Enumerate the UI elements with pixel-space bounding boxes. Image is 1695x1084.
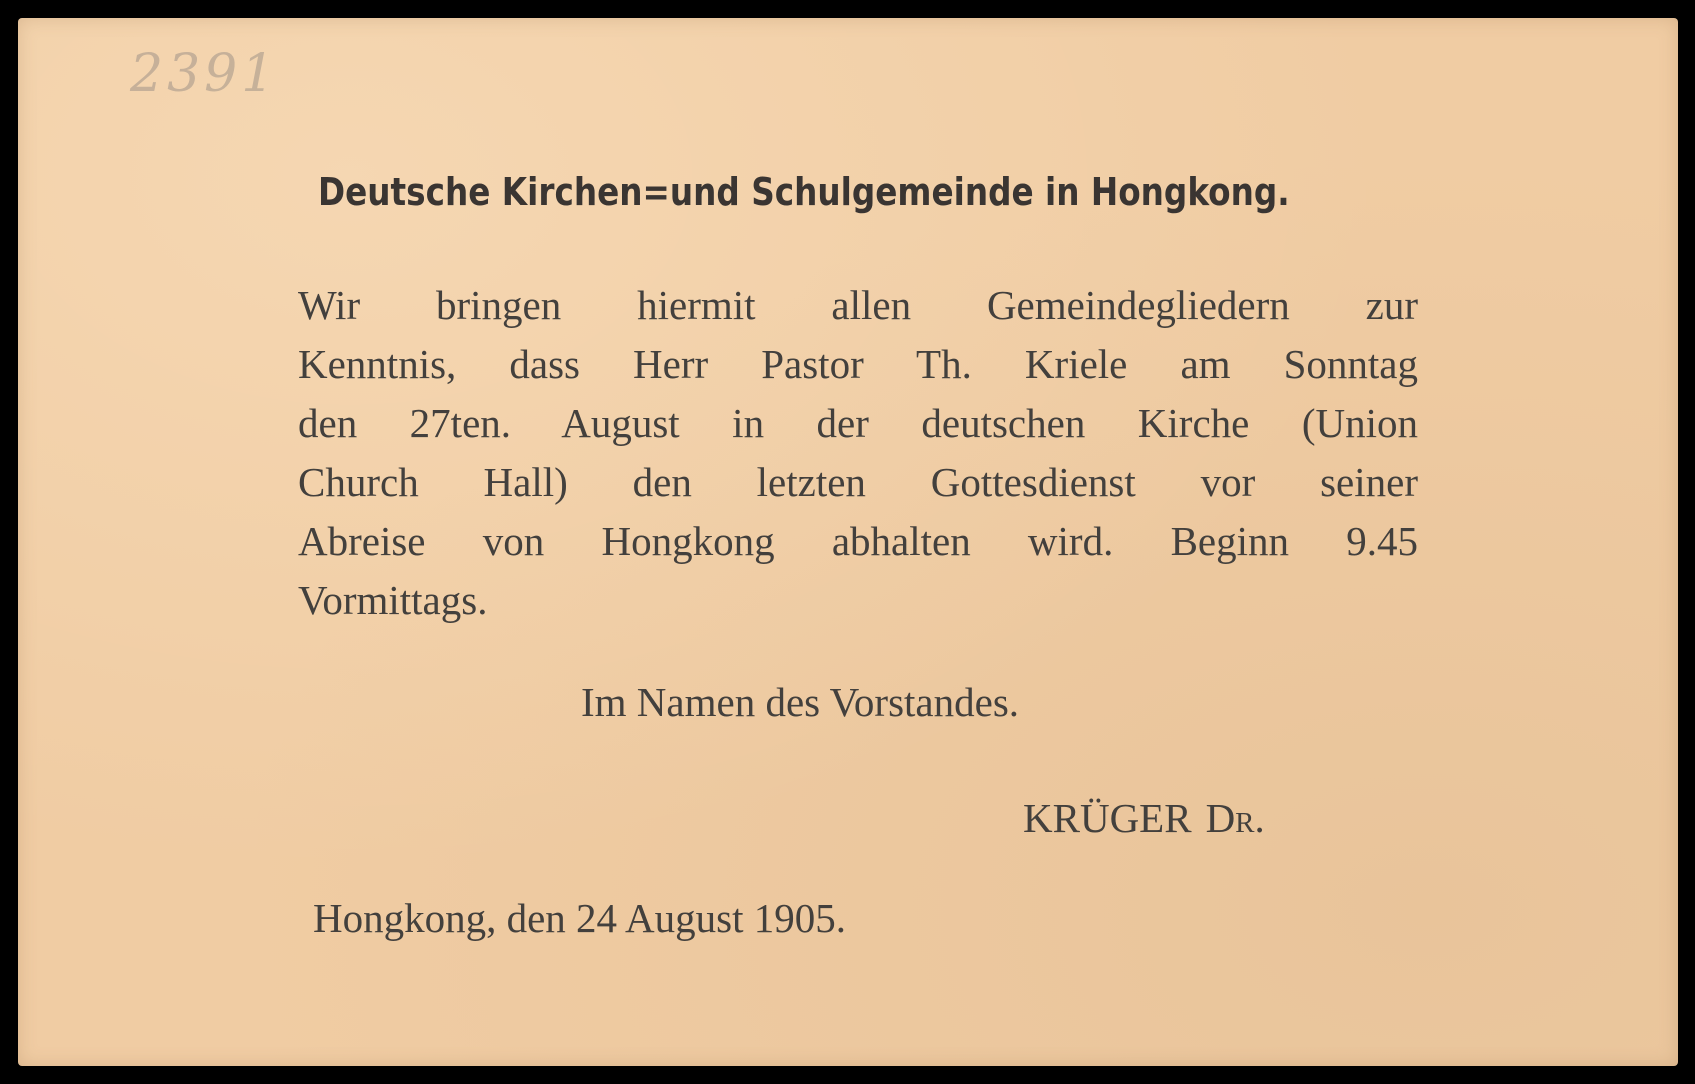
announcement-body <box>298 276 1418 630</box>
body-line: Wir bringen hiermit allen Gemeindegliedern zur <box>298 282 1418 328</box>
place-and-date: Hongkong, den 24 August 1905. <box>313 895 846 941</box>
pencil-inventory-number: 2391 <box>130 44 279 104</box>
body-line: Kenntnis, dass Herr Pastor Th. Kriele am Sonntag <box>298 341 1418 387</box>
body-line: Church Hall) den letzten Gottesdienst vor seiner <box>298 459 1418 505</box>
closing-line: Im Namen des Vorstandes. <box>581 679 1020 725</box>
heading: Deutsche Kirchen=und Schulgemeinde in Hongkong. <box>318 170 1290 214</box>
postcard <box>18 18 1678 1066</box>
body-line: Abreise von Hongkong abhalten wird. Beginn 9.45 <box>298 518 1418 564</box>
body-line: den 27ten. August in der deutschen Kirche (Union <box>298 400 1418 446</box>
signature-title: Dr. <box>1205 795 1265 841</box>
signature-name: KRÜGER <box>1023 795 1192 841</box>
body-line: Vormittags. <box>298 577 488 623</box>
signature <box>1023 794 1265 842</box>
